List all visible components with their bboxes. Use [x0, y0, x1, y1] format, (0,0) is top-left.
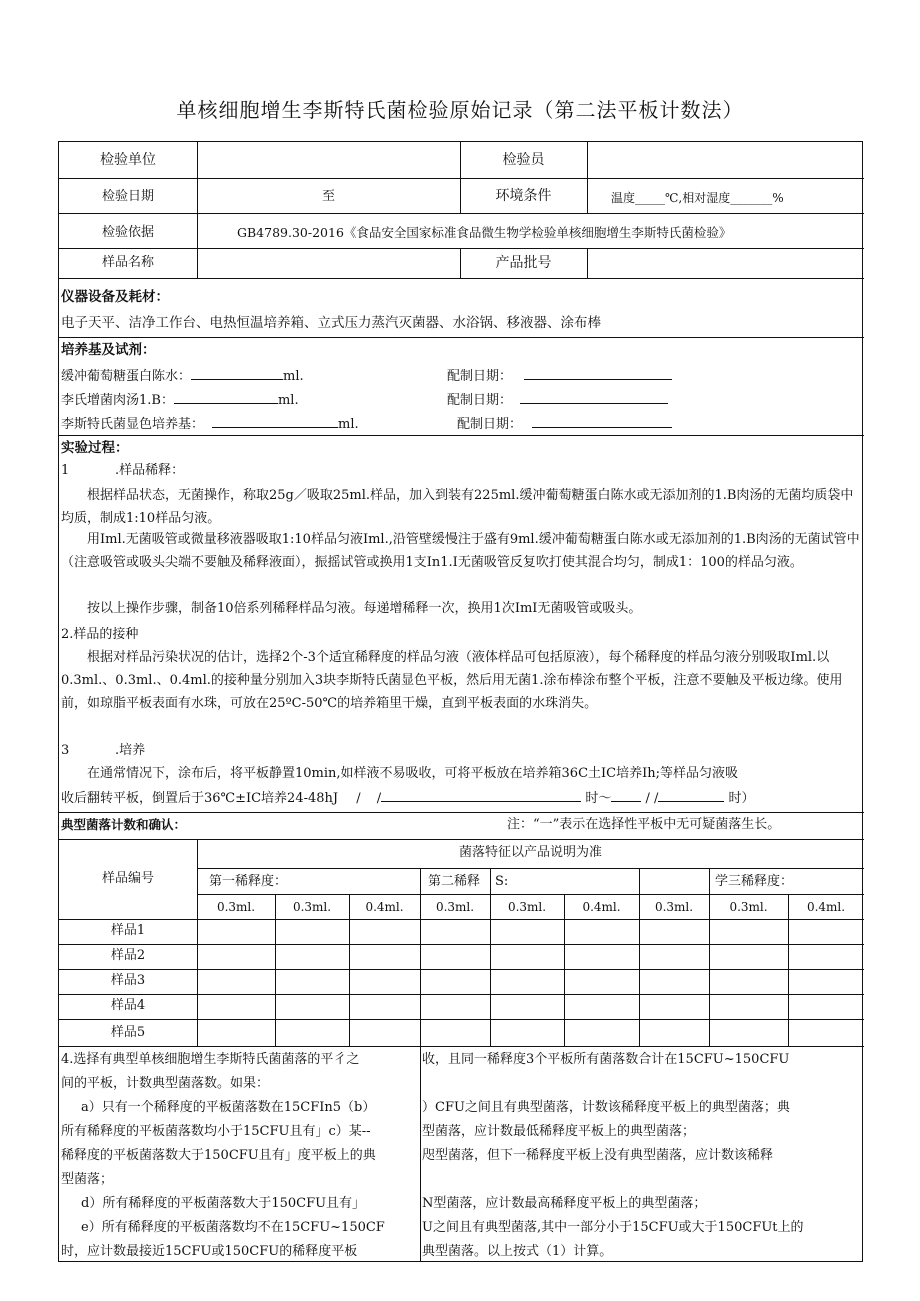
- reagent-2-date-label: 配制日期：: [447, 393, 513, 408]
- rule-left-line: 型菌落；: [61, 1172, 114, 1187]
- dilution-3-header: 学三稀释度：: [715, 874, 794, 889]
- volume-cell: 0.3ml.: [654, 900, 694, 914]
- record-sheet: [58, 141, 863, 1262]
- reagent-3-label: 李斯特氏菌显色培养基：: [61, 417, 205, 432]
- culture-start-field[interactable]: [381, 788, 581, 802]
- rule-right-line: 型菌落，应计数最低稀释度平板上的典型菌落；: [422, 1124, 696, 1139]
- volume-cell: 0.4ml.: [365, 900, 404, 914]
- batch-field[interactable]: [588, 250, 862, 276]
- reagent-2-date-field[interactable]: [520, 390, 668, 404]
- step-1-title: .样品稀释：: [115, 463, 185, 478]
- reagent-2-row: [61, 390, 299, 410]
- rule-right-line: N型菌落，应计数最高稀释度平板上的典型菌落；: [422, 1196, 707, 1211]
- volume-cell: 0.3ml.: [729, 900, 768, 914]
- reagent-1-date-field[interactable]: [524, 366, 672, 380]
- volume-cell: 0.3ml.: [435, 900, 475, 914]
- env-value[interactable]: 温度_____℃,相对湿度_______%: [611, 191, 784, 205]
- rule-right-line: 收，且同一稀释度3个平板所有菌落数合计在15CFU~150CFU: [422, 1052, 790, 1067]
- rule-left-line: e）所有稀释度的平板菌落数均不在15CFU~150CF: [81, 1220, 385, 1235]
- dilution-2-header-b: S:: [495, 874, 509, 889]
- batch-label: 产品批号: [495, 255, 552, 271]
- rule-left-line: 间的平板，计数典型菌落数。如果：: [61, 1076, 270, 1091]
- sample-name-field[interactable]: [198, 250, 459, 276]
- rule-right-line: 典型菌落。以上按式（1）计算。: [422, 1244, 613, 1259]
- step-1-para-2: 用Iml.无菌吸管或微量移液器吸取1:10样品匀液Iml.,沿管壁缓慢注于盛有9ml.缓冲葡萄糖蛋白陈水或无添加剂的1.B肉汤的无菌试管中（注意吸管或吸头尖端不要触及稀释液面），振摇试管或换用1支In1.I无菌吸管反复吹打使其混合均匀，制成1：100的样品匀液。: [61, 532, 860, 570]
- sample-row-label: 样品1: [110, 923, 146, 938]
- reagent-3-unit: ml.: [338, 417, 359, 432]
- dilution-2-header-a: 第二稀释: [428, 874, 481, 889]
- step-2-para: 根据对样品污染状况的估计，选择2个-3个适宜稀释度的样品匀液（液体样品可包括原液），每个稀释度的样品匀液分别吸取Iml.以0.3ml.、0.3ml.、0.4ml.的接种量分别加入3块李斯特氏菌显色平板，然后用无菌1.涂布棒涂布整个平板，注意不要触及平板边缘。使用前，如琼脂平板表面有水珠，可放在25ºC-50℃的培养箱里干燥，直到平板表面的水珠消失。: [61, 650, 843, 711]
- sample-row-label: 样品5: [110, 1025, 146, 1040]
- volume-cell: 0.3ml.: [292, 900, 332, 914]
- sample-row-label: 样品4: [110, 998, 146, 1013]
- date-label: 检验日期: [101, 189, 154, 204]
- step-3-number: 3: [61, 743, 70, 758]
- culture-end-field-1[interactable]: [611, 788, 641, 802]
- step-3-para-1: 在通常情况下，涂布后，将平板静置10min,如样液不易吸收，可将平板放在培养箱36C土IC培养Ih;等样品匀液吸: [87, 766, 738, 781]
- reagent-1-row: [61, 366, 304, 386]
- rule-left-line: 4.选择有典型单核细胞增生李斯特氏菌菌落的平彳之: [61, 1052, 360, 1067]
- page-title: 单核细胞增生李斯特氏菌检验原始记录（第二法平板计数法）: [176, 98, 744, 122]
- reagent-1-volume[interactable]: [191, 366, 283, 380]
- reagent-2-volume[interactable]: [174, 390, 278, 404]
- rule-left-line: 时，应计数最接近15CFU或150CFU的稀释度平板: [61, 1244, 358, 1259]
- reagent-3-date-field[interactable]: [532, 414, 672, 428]
- rule-left-line: 所有稀释度的平板菌落数均小于15CFU且有」c）某--: [61, 1124, 371, 1139]
- reagent-3-date-label: 配制日期：: [457, 417, 523, 432]
- reagent-1-unit: ml.: [283, 369, 304, 384]
- rule-left-line: d）所有稀释度的平板菌落数大于150CFU且有」: [81, 1196, 366, 1211]
- sample-number-header: 样品编号: [101, 871, 154, 886]
- rule-right-line: ）CFU之间且有典型菌落，计数该稀释度平板上的典型菌落；典: [422, 1100, 790, 1115]
- rule-left-line: 稀释度的平板菌落数大于150CFU且有」度平板上的典: [61, 1148, 376, 1163]
- unit-label: 检验单位: [100, 152, 156, 168]
- env-label: 环境条件: [495, 188, 552, 204]
- unit-field[interactable]: [198, 144, 459, 176]
- step-1-para-3: 按以上操作步骤，制备10倍系列稀释样品匀液。每递增稀释一次，换用1次ImI无菌吸管或吸头。: [87, 601, 642, 616]
- reagent-3-date: [457, 414, 672, 434]
- step-2-title: 2.样品的接种: [61, 627, 139, 642]
- process-heading: 实验过程：: [61, 440, 129, 456]
- step-3-para-2: 收后翻转平板，倒置后于36℃±IC培养24-48hJ / / 时～ / / 时）: [61, 788, 755, 808]
- counting-note: 注：“一”表示在选择性平板中无可疑菌落生长。: [507, 817, 781, 832]
- reagent-3-row: [61, 414, 359, 434]
- basis-label: 检验依据: [101, 225, 154, 240]
- reagent-1-label: 缓冲葡萄糖蛋白陈水：: [61, 369, 192, 384]
- culture-end-field-2[interactable]: [658, 788, 724, 802]
- media-heading: 培养基及试剂：: [61, 342, 156, 358]
- step-1-para-1: 根据样品状态，无菌操作，称取25g／吸取25ml.样品，加入到装有225ml.缓冲葡萄糖蛋白陈水或无添加剂的1.B肉汤的无菌均质袋中均质，制成1:10样品匀液。: [61, 488, 854, 526]
- basis-value: GB4789.30-2016《食品安全国家标准食品微生物学检验单核细胞增生李斯特氏菌检验》: [237, 225, 732, 240]
- date-to[interactable]: 至: [321, 189, 335, 204]
- reagent-1-date: [447, 366, 672, 386]
- reagent-2-date: [447, 390, 668, 410]
- volume-cell: 0.3ml.: [216, 900, 256, 914]
- volume-cell: 0.4ml.: [582, 900, 621, 914]
- dilution-1-header: 第一稀释度：: [209, 874, 288, 889]
- step-1-number: 1: [61, 463, 70, 478]
- counting-heading: 典型菌落计数和确认：: [61, 817, 187, 832]
- sample-row-label: 样品2: [110, 948, 146, 963]
- equipment-heading: 仪器设备及耗材：: [61, 289, 169, 305]
- colony-feature-header: 菌落特征以产品说明为准: [458, 845, 602, 860]
- volume-cell: 0.4ml.: [806, 900, 846, 914]
- inspector-label: 检验员: [502, 152, 545, 168]
- volume-cell: 0.3ml.: [507, 900, 547, 914]
- rule-right-line: 咫型菌落，但下一稀释度平板上没有典型菌落，应计数该稀释: [422, 1148, 774, 1163]
- rule-right-line: U之间且有典型菌落,其中一部分小于15CFU或大于150CFUt上的: [422, 1220, 804, 1235]
- sample-name-label: 样品名称: [101, 255, 154, 270]
- rule-left-line: a）只有一个稀释度的平板菌落数在15CFIn5（b）: [81, 1100, 376, 1115]
- equipment-list: 电子天平、洁净工作台、电热恒温培养箱、立式压力蒸汽灭菌器、水浴锅、移液器、涂布棒: [61, 315, 601, 331]
- reagent-1-date-label: 配制日期：: [447, 369, 513, 384]
- reagent-2-label: 李氏增菌肉汤1.B：: [61, 393, 174, 408]
- step-3-title: .培养: [115, 743, 146, 758]
- reagent-3-volume[interactable]: [212, 414, 338, 428]
- reagent-2-unit: ml.: [277, 393, 299, 408]
- sample-row-label: 样品3: [110, 973, 146, 988]
- inspector-field[interactable]: [588, 144, 862, 176]
